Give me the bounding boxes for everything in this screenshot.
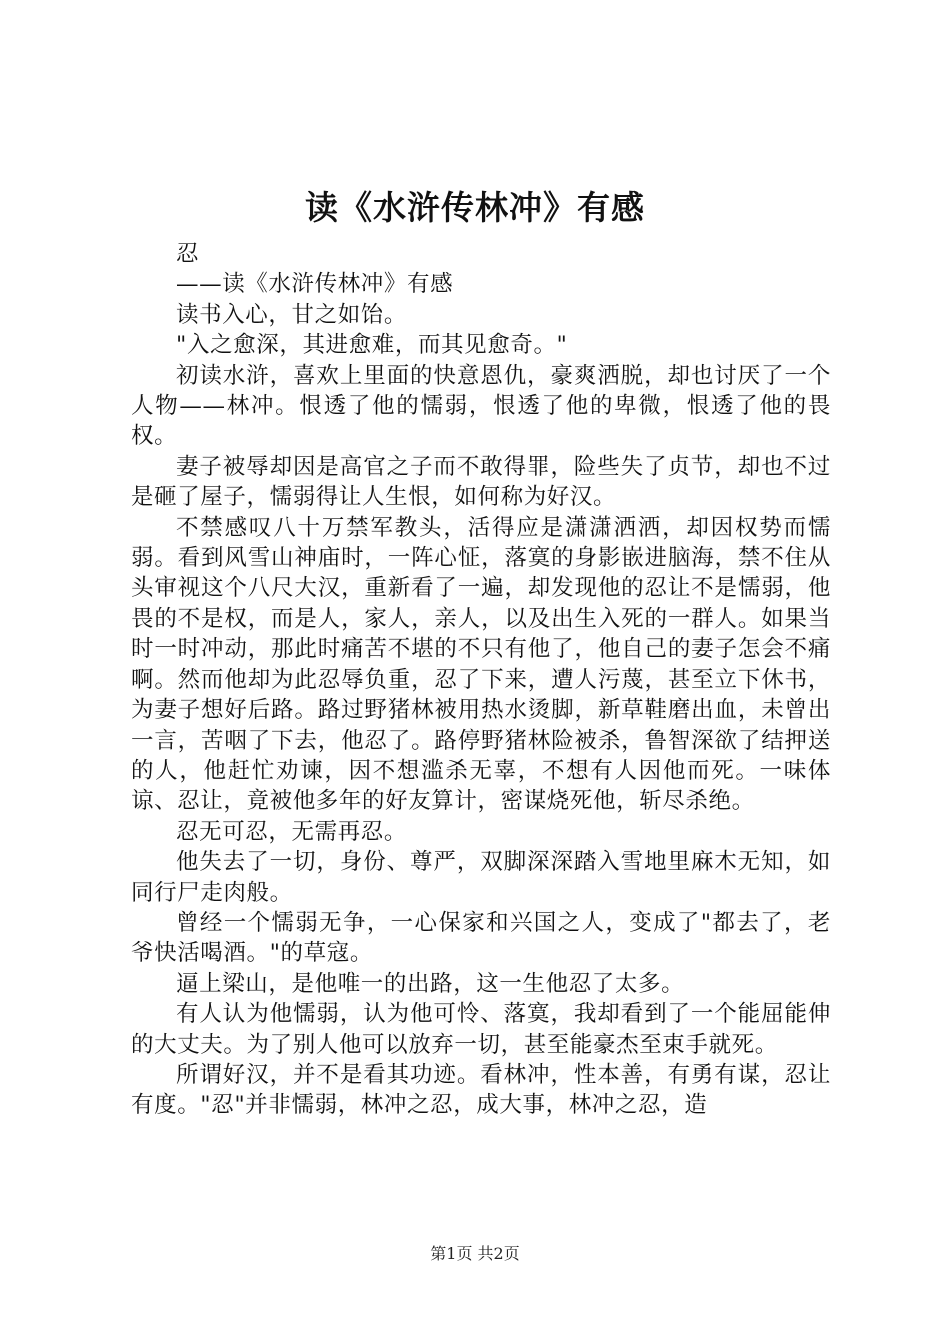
page-number-footer: 第1页 共2页 <box>430 1244 520 1263</box>
paragraph: ——读《水浒传林冲》有感 <box>176 271 454 298</box>
document-title: 读《水浒传林冲》有感 <box>305 188 645 227</box>
paragraph: 忍 <box>176 241 200 267</box>
paragraph: 读书入心，甘之如饴。 <box>176 301 408 328</box>
paragraph: 他失去了一切，身份、尊严，双脚深深踏入雪地里麻木无知，如同行尸走肉般。 <box>131 849 831 906</box>
paragraph: 逼上梁山，是他唯一的出路，这一生他忍了太多。 <box>176 970 685 997</box>
paragraph: 不禁感叹八十万禁军教头，活得应是潇潇洒洒，却因权势而懦弱。看到风雪山神庙时，一阵心怔，落寞的身影嵌进脑海，禁不住从头审视这个八尺大汉，重新看了一遍，却发现他的忍让不是懦弱，他畏的不是权，而是人，家人，亲人，以及出生入死的一群人。如果当时一时冲动，那此时痛苦不堪的不只有他了，他自己的妻子怎会不痛啊。然而他却为此忍辱负重，忍了下来，遭人污蔑，甚至立下休书，为妻子想好后路。路过野猪林被用热水烫脚，新草鞋磨出血，未曾出一言，苦咽了下去，他忍了。路停野猪林险被杀，鲁智深欲了结押送的人，他赶忙劝谏，因不想滥杀无辜，不想有人因他而死。一味体谅、忍让，竟被他多年的好友算计，密谋烧死他，斩尽杀绝。 <box>131 514 831 815</box>
paragraph: 曾经一个懦弱无争，一心保家和兴国之人，变成了"都去了，老爷快活喝酒。"的草寇。 <box>131 909 831 967</box>
paragraph: 初读水浒，喜欢上里面的快意恩仇，豪爽洒脱，却也讨厌了一个人物——林冲。恨透了他的懦弱，恨透了他的卑微，恨透了他的畏权。 <box>131 362 831 450</box>
paragraph: 有人认为他懦弱，认为他可怜、落寞，我却看到了一个能屈能伸的大丈夫。为了别人他可以放弃一切，甚至能豪杰至束手就死。 <box>131 1001 831 1058</box>
paragraph: 忍无可忍，无需再忍。 <box>176 818 408 845</box>
document-body <box>131 239 831 1121</box>
paragraph: 所谓好汉，并不是看其功迹。看林冲，性本善，有勇有谋，忍让有度。"忍"并非懦弱，林冲之忍，成大事，林冲之忍，造 <box>131 1061 831 1119</box>
paragraph: "入之愈深，其进愈难，而其见愈奇。" <box>176 332 568 359</box>
paragraph: 妻子被辱却因是高官之子而不敢得罪，险些失了贞节，却也不过是砸了屋子，懦弱得让人生恨，如何称为好汉。 <box>131 453 831 511</box>
